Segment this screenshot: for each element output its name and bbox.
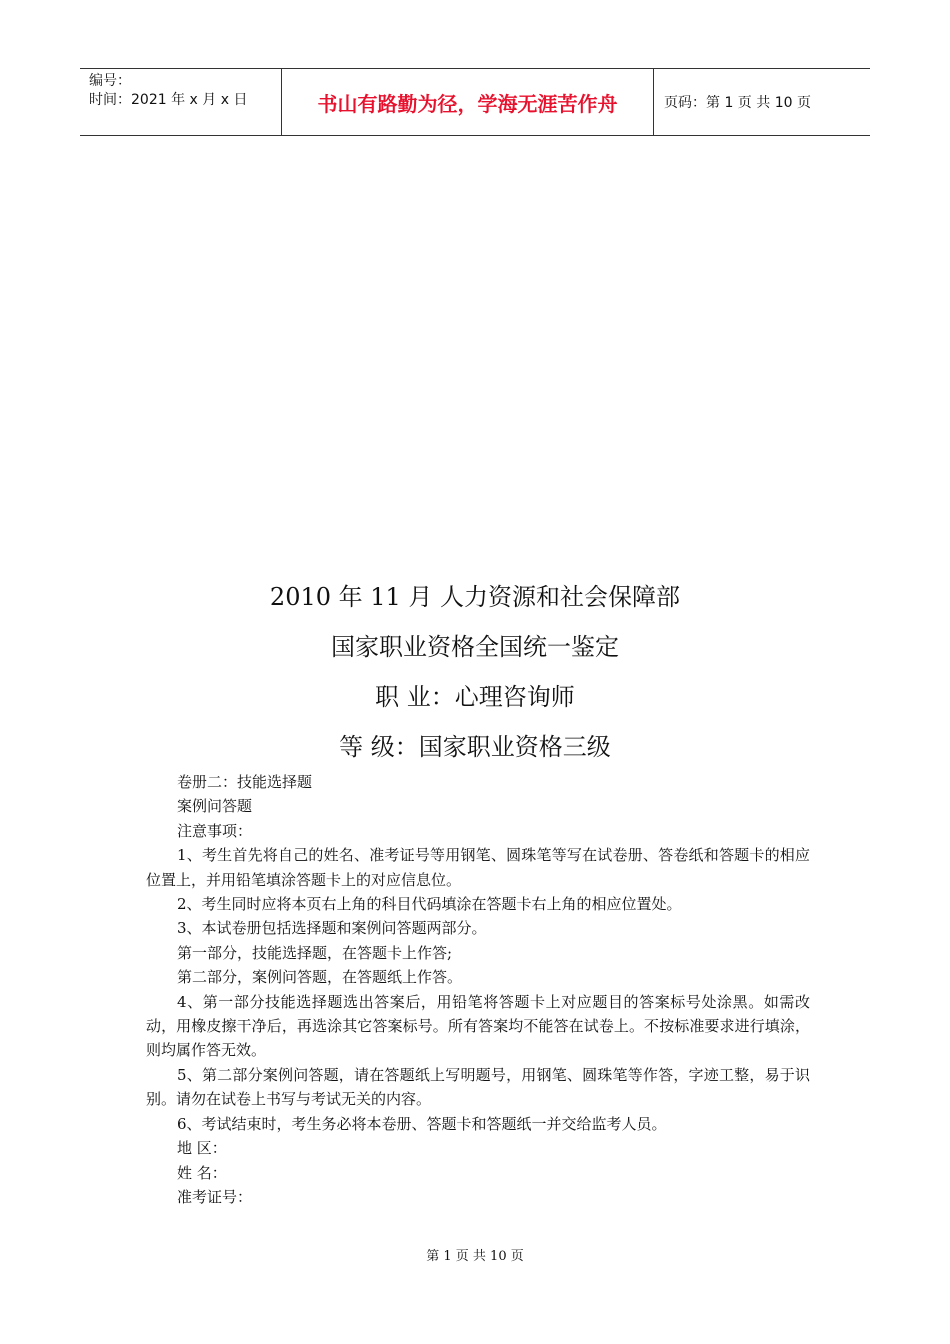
paragraph: 4、第一部分技能选择题选出答案后，用铅笔将答题卡上对应题目的答案标号处涂黑。如需改动，用橡皮擦干净后，再选涂其它答案标号。所有答案均不能答在试卷上。不按标准要求进行填涂，则均属作答无效。: [146, 992, 810, 1060]
paragraph: 第二部分，案例问答题，在答题纸上作答。: [177, 968, 463, 987]
field-exam-id: 准考证号：: [177, 1187, 253, 1206]
paragraph: 6、考试结束时，考生务必将本卷册、答题卡和答题纸一并交给监考人员。: [177, 1114, 667, 1133]
page-footer: 第 1 页 共 10 页: [426, 1249, 524, 1264]
header-page-number: 页码：第 1 页 共 10 页: [664, 95, 811, 111]
title-line-4: 等 级：国家职业资格三级: [339, 733, 611, 761]
title-block: [0, 572, 950, 772]
paragraph: 5、第二部分案例问答题，请在答题纸上写明题号，用钢笔、圆珠笔等作答，字迹工整，易于识别。请勿在试卷上书写与考试无关的内容。: [146, 1065, 810, 1109]
field-name: 姓 名：: [177, 1163, 227, 1182]
paragraph: 注意事项：: [177, 821, 253, 840]
title-line-2: 国家职业资格全国统一鉴定: [331, 633, 619, 661]
paragraph: 卷册二：技能选择题: [177, 773, 313, 791]
paragraph: 3、本试卷册包括选择题和案例问答题两部分。: [177, 919, 487, 938]
paragraph: 1、考生首先将自己的姓名、准考证号等用钢笔、圆珠笔等写在试卷册、答卷纸和答题卡的相应位置上，并用铅笔填涂答题卡上的对应信息位。: [146, 846, 810, 889]
header-motto: 书山有路勤为径，学海无涯苦作舟: [282, 69, 654, 135]
instructions-body: [146, 770, 810, 1209]
header-meta: [80, 69, 282, 135]
title-line-1: 2010 年 11 月 人力资源和社会保障部: [269, 583, 681, 611]
paragraph: 第一部分，技能选择题，在答题卡上作答;: [177, 943, 453, 962]
paragraph: 2、考生同时应将本页右上角的科目代码填涂在答题卡右上角的相应位置处。: [177, 895, 682, 914]
page-header: [80, 68, 870, 136]
title-line-3: 职 业：心理咨询师: [375, 683, 575, 711]
time-text: 时间：2021 年 x 月 x 日: [89, 92, 248, 108]
paragraph: 案例问答题: [177, 797, 253, 816]
field-region: 地 区：: [177, 1139, 227, 1158]
code-label: 编号：: [89, 73, 131, 89]
